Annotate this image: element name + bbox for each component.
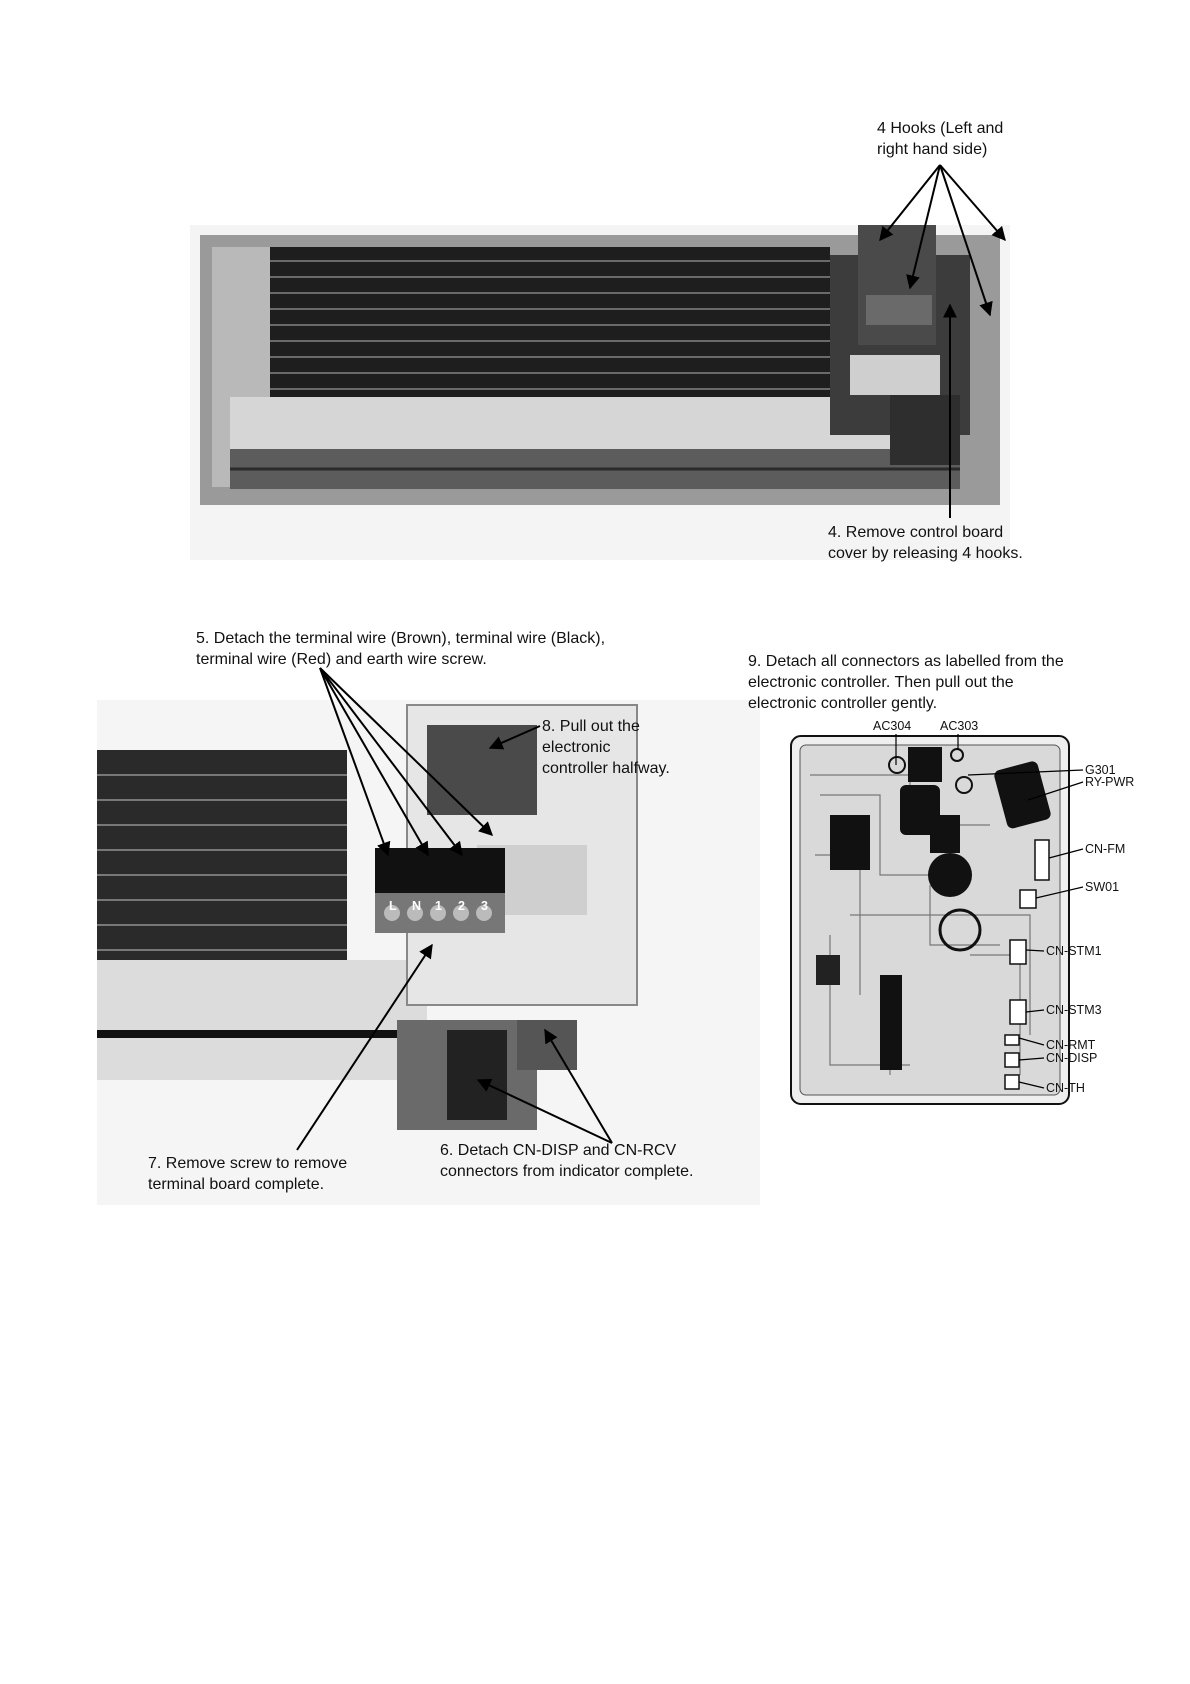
label-cn-stm3: CN-STM3 (1046, 1003, 1102, 1017)
label-ac304: AC304 (873, 719, 912, 733)
label-sw01: SW01 (1085, 880, 1120, 894)
hooks-caption: 4 Hooks (Left and right hand side) (877, 120, 1004, 158)
step4-caption: 4. Remove control board cover by releasing 4 hooks. (828, 524, 1023, 562)
label-cn-th: CN-TH (1046, 1081, 1085, 1095)
label-cn-disp: CN-DISP (1046, 1051, 1098, 1065)
step6-caption: 6. Detach CN-DISP and CN-RCV connectors from indicator complete. (440, 1142, 694, 1180)
step7-caption: 7. Remove screw to remove terminal board complete. (148, 1155, 348, 1193)
step5-caption: 5. Detach the terminal wire (Brown), terminal wire (Black), terminal wire (Red) and earth wire screw. (196, 630, 606, 668)
label-ac303: AC303 (940, 719, 979, 733)
label-g301: G301 (1085, 763, 1116, 777)
label-cn-stm1: CN-STM1 (1046, 944, 1102, 958)
step9-caption: 9. Detach all connectors as labelled from the electronic controller. Then pull out the electronic controller gently. (748, 653, 1064, 712)
terminal-label-n: N (412, 899, 422, 913)
step8-caption: 8. Pull out the electronic controller halfway. (542, 718, 670, 777)
terminal-label-2: 2 (458, 899, 465, 913)
terminal-label-3: 3 (481, 899, 488, 913)
terminal-label-1: 1 (435, 899, 442, 913)
label-cn-rmt: CN-RMT (1046, 1038, 1096, 1052)
label-cn-fm: CN-FM (1085, 842, 1126, 856)
terminal-label-l: L (389, 899, 397, 913)
label-ry-pwr: RY-PWR (1085, 775, 1135, 789)
